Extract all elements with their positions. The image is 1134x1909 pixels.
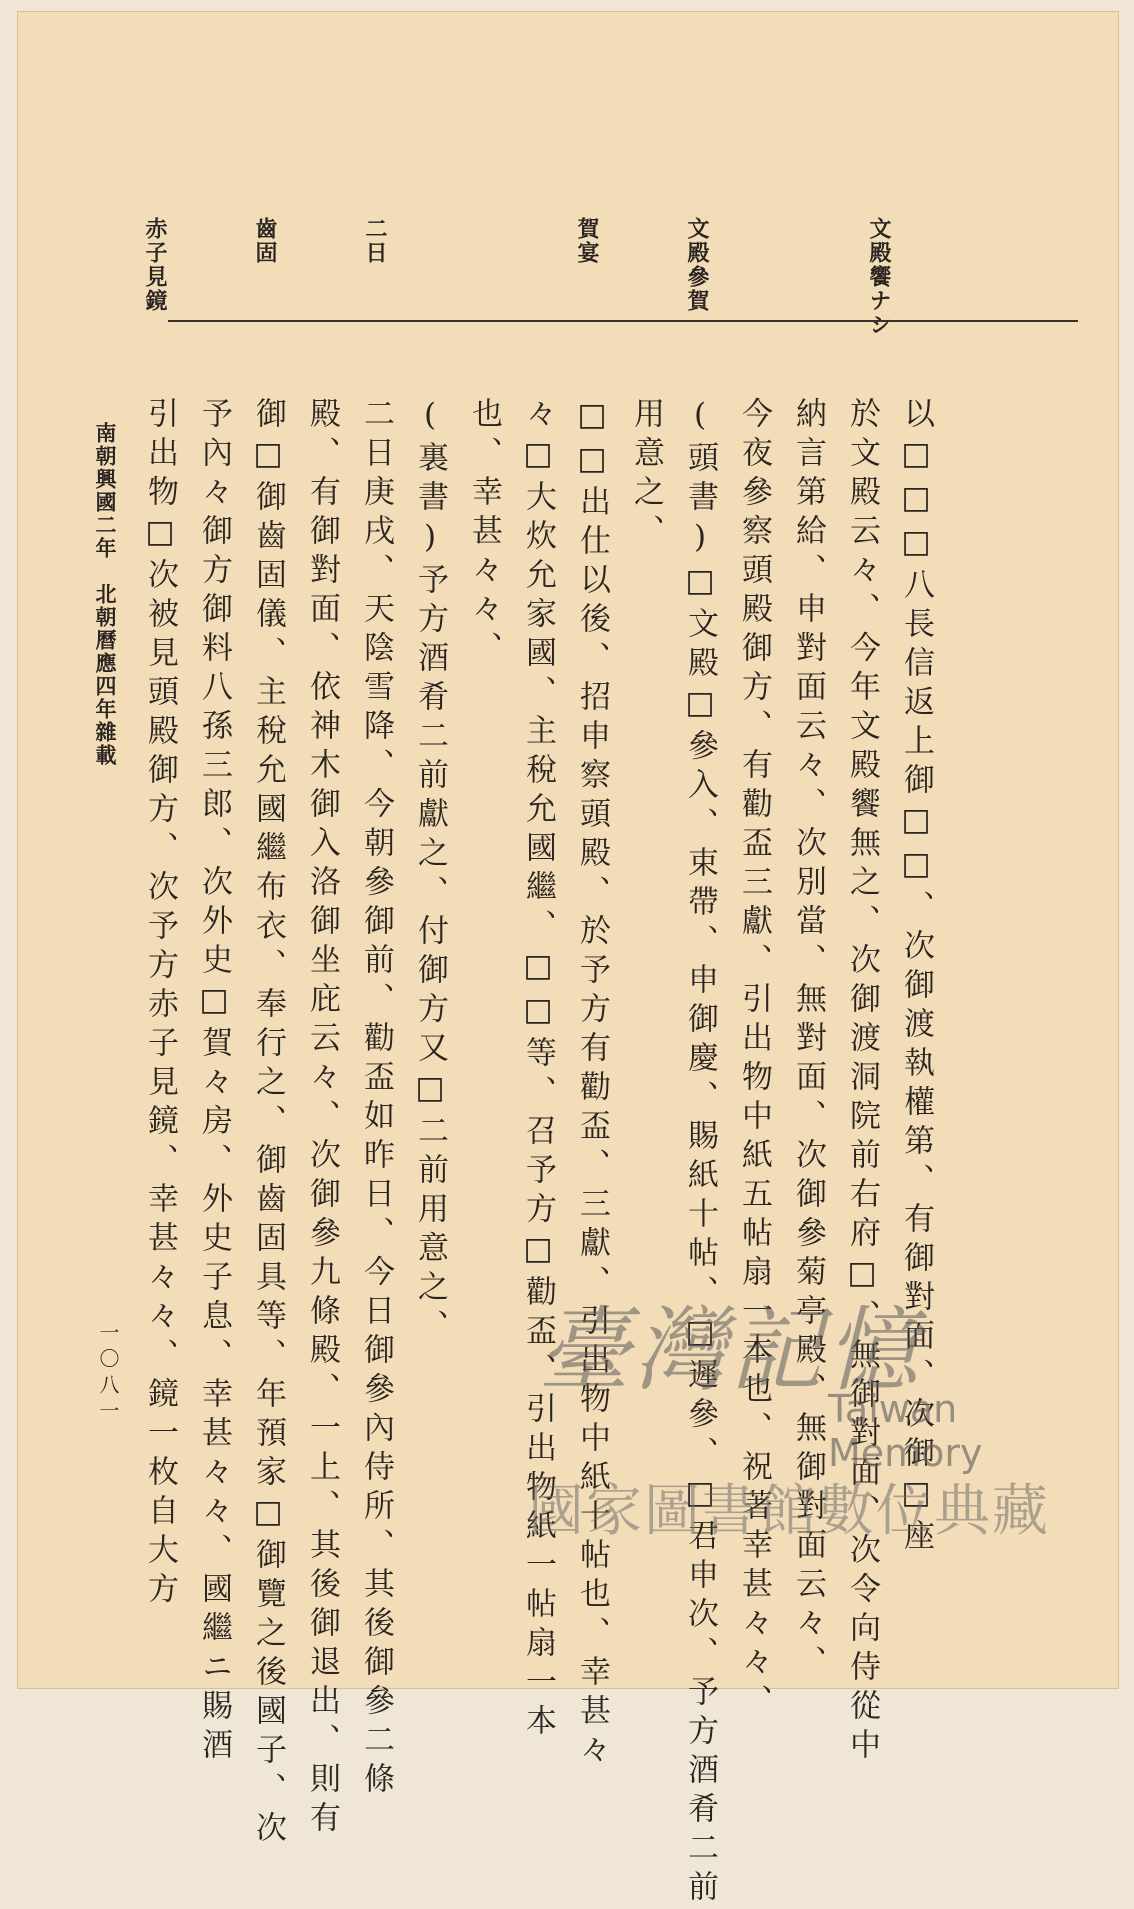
body-line-10: (裏書)予方酒肴二前獻之、付御方又□二前用意之、 <box>412 397 448 1348</box>
page-number: 一〇八一 <box>96 1322 120 1426</box>
head-note-4: 二日 <box>362 217 388 265</box>
body-line-6: 用意之、 <box>628 397 664 553</box>
head-note-1: 文殿饗ナシ <box>866 217 892 337</box>
head-note-6: 赤子見鏡 <box>142 217 168 313</box>
body-line-2: 於文殿云々、今年文殿饗無之、次御渡洞院前右府□、無御對面、次令向侍從中 <box>844 397 880 1767</box>
body-line-5: (頭書)□文殿□參入、束帶、申御慶、賜紙十帖、□遲參、□君申次、予方酒肴二前 <box>682 397 718 1909</box>
body-line-13: 御□御齒固儀、主稅允國繼布衣、奉行之、御齒固具等、年預家□御覽之後國子、次 <box>250 397 286 1850</box>
body-line-1: 以□□□八長信返上御□□、次御渡執權第、有御對面、次御□座 <box>898 397 934 1558</box>
watermark-library-text: 國家圖書館數位典藏 <box>528 1479 1050 1544</box>
document-page <box>18 12 1118 1909</box>
body-line-11: 二日庚戌、天陰雪降、今朝參御前、勸盃如昨日、今日御參內侍所、其後御參二條 <box>358 397 394 1801</box>
body-line-12: 殿、有御對面、依神木御入洛御坐庇云々、次御參九條殿、一上、其後御退出、則有 <box>304 397 340 1840</box>
body-line-3: 納言第給、申對面云々、次別當、無對面、次御參菊亭殿、無御對面云々、 <box>790 397 826 1684</box>
head-note-5: 齒固 <box>252 217 278 265</box>
body-line-8: 々□大炊允家國、主稅允國繼、□□等、召予方□勸盃、引出物紙一帖扇一本 <box>520 397 556 1743</box>
head-note-2: 文殿參賀 <box>684 217 710 313</box>
watermark-english-text: Taiwan Memory <box>828 1387 983 1475</box>
body-line-14: 予內々御方御料八孫三郎、次外史□賀々房、外史子息、幸甚々々、國繼ニ賜酒 <box>196 397 232 1767</box>
header-rule <box>168 320 1078 322</box>
body-line-15: 引出物□次被見頭殿御方、次予方赤子見鏡、幸甚々々、鏡一枚自大方 <box>142 397 178 1611</box>
body-line-9: 也、幸甚々々、 <box>466 397 502 670</box>
head-note-3: 賀宴 <box>574 217 600 265</box>
body-line-4: 今夜參察頭殿御方、有勸盃三獻、引出物中紙五帖扇一本也、祝著幸甚々々、 <box>736 397 772 1723</box>
running-head: 南朝興國二年 北朝曆應四年雜載 <box>93 422 118 767</box>
body-line-7: □□出仕以後、招申察頭殿、於予方有勸盃、三獻、引出物中紙十帖也、幸甚々 <box>574 397 610 1772</box>
watermark-script-text: 臺灣記憶 <box>538 1297 923 1404</box>
